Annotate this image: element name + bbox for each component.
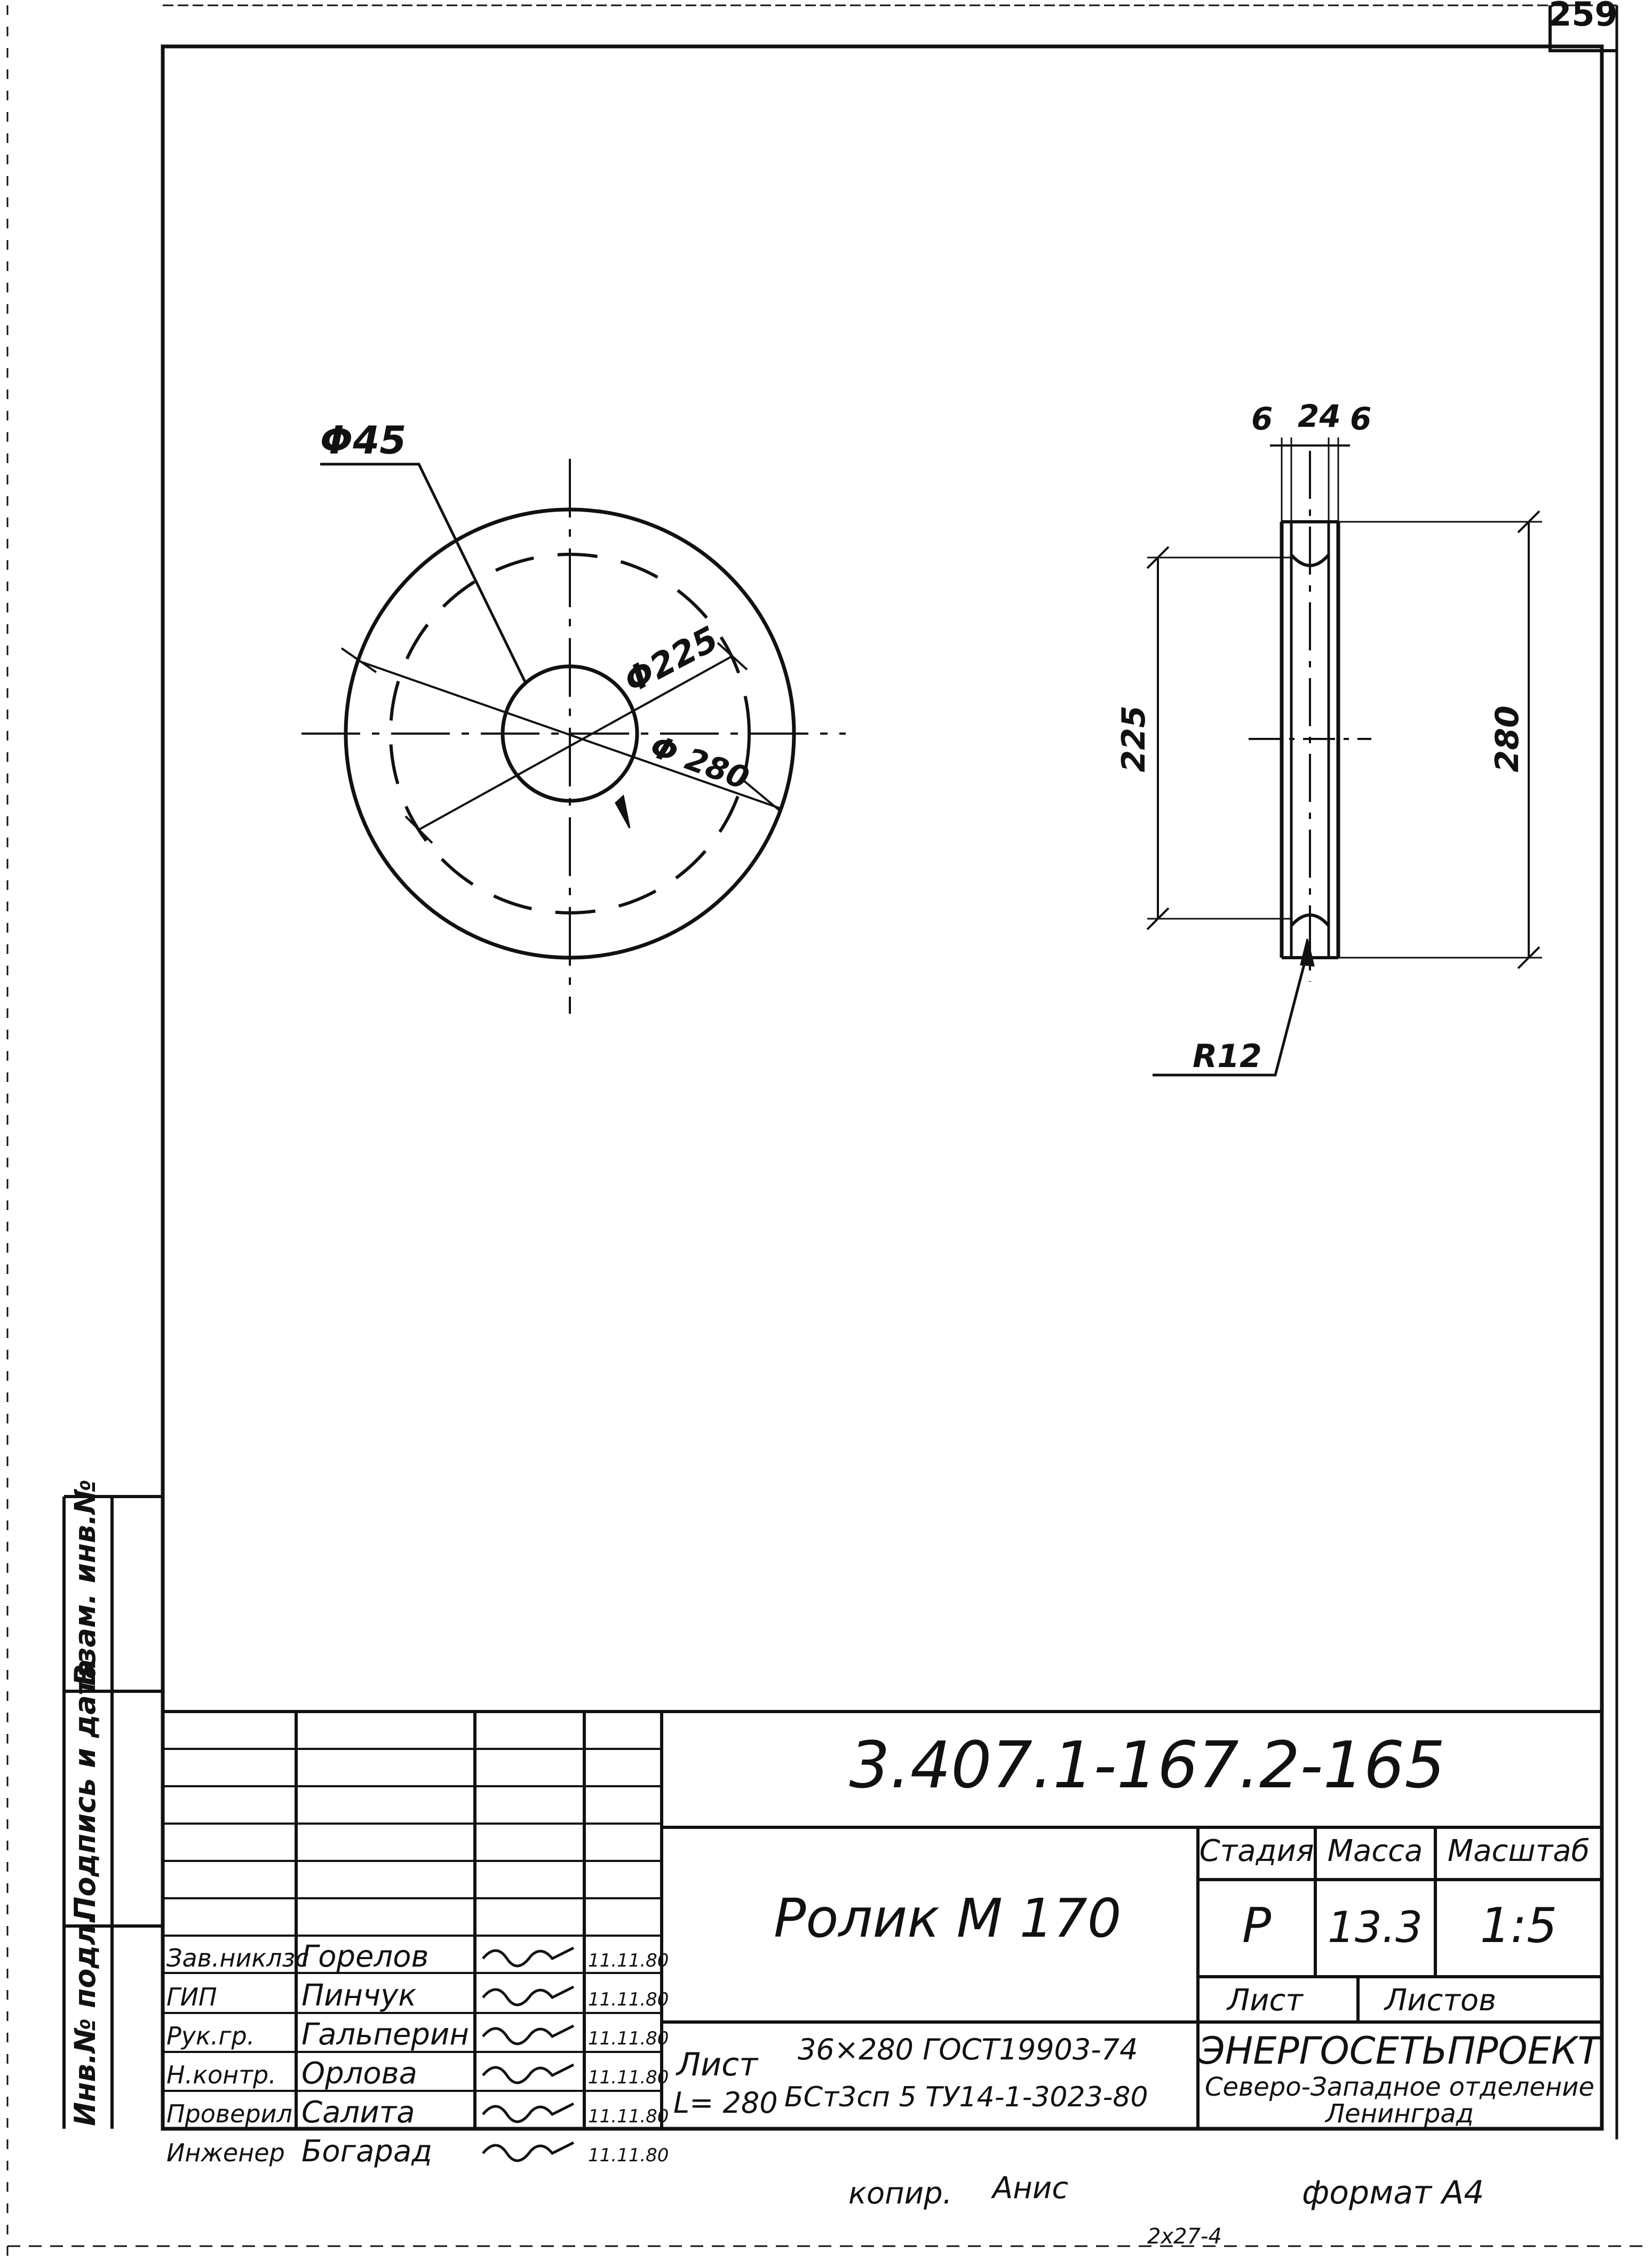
side-stamp-inv-orig: Инв.№ подл. xyxy=(68,1913,102,2126)
scale-value: 1:5 xyxy=(1480,1898,1558,1954)
signature-date: 11.11.80 xyxy=(588,2028,669,2049)
material-label-2: L= 280 xyxy=(673,2086,778,2120)
sheets-label: Листов xyxy=(1385,1983,1497,2018)
col-scale-label: Масштаб xyxy=(1447,1834,1590,1868)
dim-groove-label: Φ225 xyxy=(617,619,725,702)
signature-role: Н.контр. xyxy=(166,2060,276,2089)
page-number: 259 xyxy=(1548,0,1618,34)
dim-hole-label: Φ45 xyxy=(320,418,407,463)
footer-note: 2x27-4 xyxy=(1147,2224,1222,2249)
side-stamp-sign-date: Подпись и дата xyxy=(68,1659,102,1921)
footer-copied: копир. xyxy=(848,2176,952,2211)
material-line-2: БСт3сп 5 ТУ14-1-3023-80 xyxy=(784,2081,1148,2113)
signature-role: Рук.гр. xyxy=(166,2022,255,2050)
signature-name: Гальперин xyxy=(301,2017,469,2052)
leader-hole xyxy=(320,464,526,683)
signature-role: Инженер xyxy=(166,2138,285,2167)
col-stage-label: Стадия xyxy=(1199,1834,1314,1868)
doc-number: 3.407.1-167.2-165 xyxy=(849,1729,1446,1803)
front-view xyxy=(301,459,846,1014)
page-number-box xyxy=(1548,0,1617,51)
dim-side-outer: 280 xyxy=(1489,705,1526,773)
signature-scribble xyxy=(483,2026,574,2044)
dim-side-inner: 225 xyxy=(1115,705,1153,773)
dim-outer-label: Φ 280 xyxy=(646,728,754,797)
signature-date: 11.11.80 xyxy=(588,1950,669,1971)
signature-scribble xyxy=(483,2143,574,2161)
signature-scribble xyxy=(483,1948,574,1966)
signature-role: Зав.никлзс xyxy=(166,1944,309,1972)
signature-date: 11.11.80 xyxy=(588,1989,669,2010)
sheet-label: Лист xyxy=(1227,1983,1303,2018)
dim-side-mid: 24 xyxy=(1298,398,1341,434)
part-name: Ролик М 170 xyxy=(774,1887,1122,1949)
mass-value: 13.3 xyxy=(1327,1903,1423,1952)
material-line-1: 36×280 ГОСТ19903-74 xyxy=(798,2033,1138,2066)
signature-scribble xyxy=(483,2104,574,2122)
signature-name: Салита xyxy=(301,2095,415,2130)
signature-scribble xyxy=(483,1987,574,2005)
signature-role: ГИП xyxy=(166,1983,217,2011)
side-stamp-inv-replace: Взам. инв.№ xyxy=(68,1479,102,1686)
inner-border xyxy=(163,46,1602,2129)
dim-tick-outer-end xyxy=(742,779,780,811)
signature-name: Орлова xyxy=(301,2056,417,2091)
signature-role: Проверил xyxy=(166,2099,292,2128)
dim-side-right: 6 xyxy=(1350,401,1372,437)
side-view xyxy=(1147,437,1542,1075)
org-name: ЭНЕРГОСЕТЬПРОЕКТ xyxy=(1198,2029,1601,2073)
arrow-radius xyxy=(1301,939,1314,966)
signature-scribble xyxy=(483,2065,574,2083)
col-mass-label: Масса xyxy=(1327,1834,1423,1868)
org-city: Ленинград xyxy=(1325,2099,1474,2129)
arrow-hole xyxy=(616,796,630,828)
signature-date: 11.11.80 xyxy=(588,2145,669,2166)
dim-side-radius: R12 xyxy=(1193,1038,1262,1075)
org-branch: Северо-Западное отделение xyxy=(1204,2072,1595,2102)
signature-name: Горелов xyxy=(301,1939,429,1974)
dim-side-left: 6 xyxy=(1251,401,1273,437)
material-label-1: Лист xyxy=(677,2046,758,2083)
signature-name: Пинчук xyxy=(301,1978,417,2013)
signature-name: Богарад xyxy=(301,2134,432,2169)
footer-format: формат А4 xyxy=(1302,2174,1484,2211)
stage-value: Р xyxy=(1242,1898,1272,1954)
signature-date: 11.11.80 xyxy=(588,2106,669,2127)
footer-copier: Анис xyxy=(992,2171,1069,2206)
signature-date: 11.11.80 xyxy=(588,2067,669,2088)
